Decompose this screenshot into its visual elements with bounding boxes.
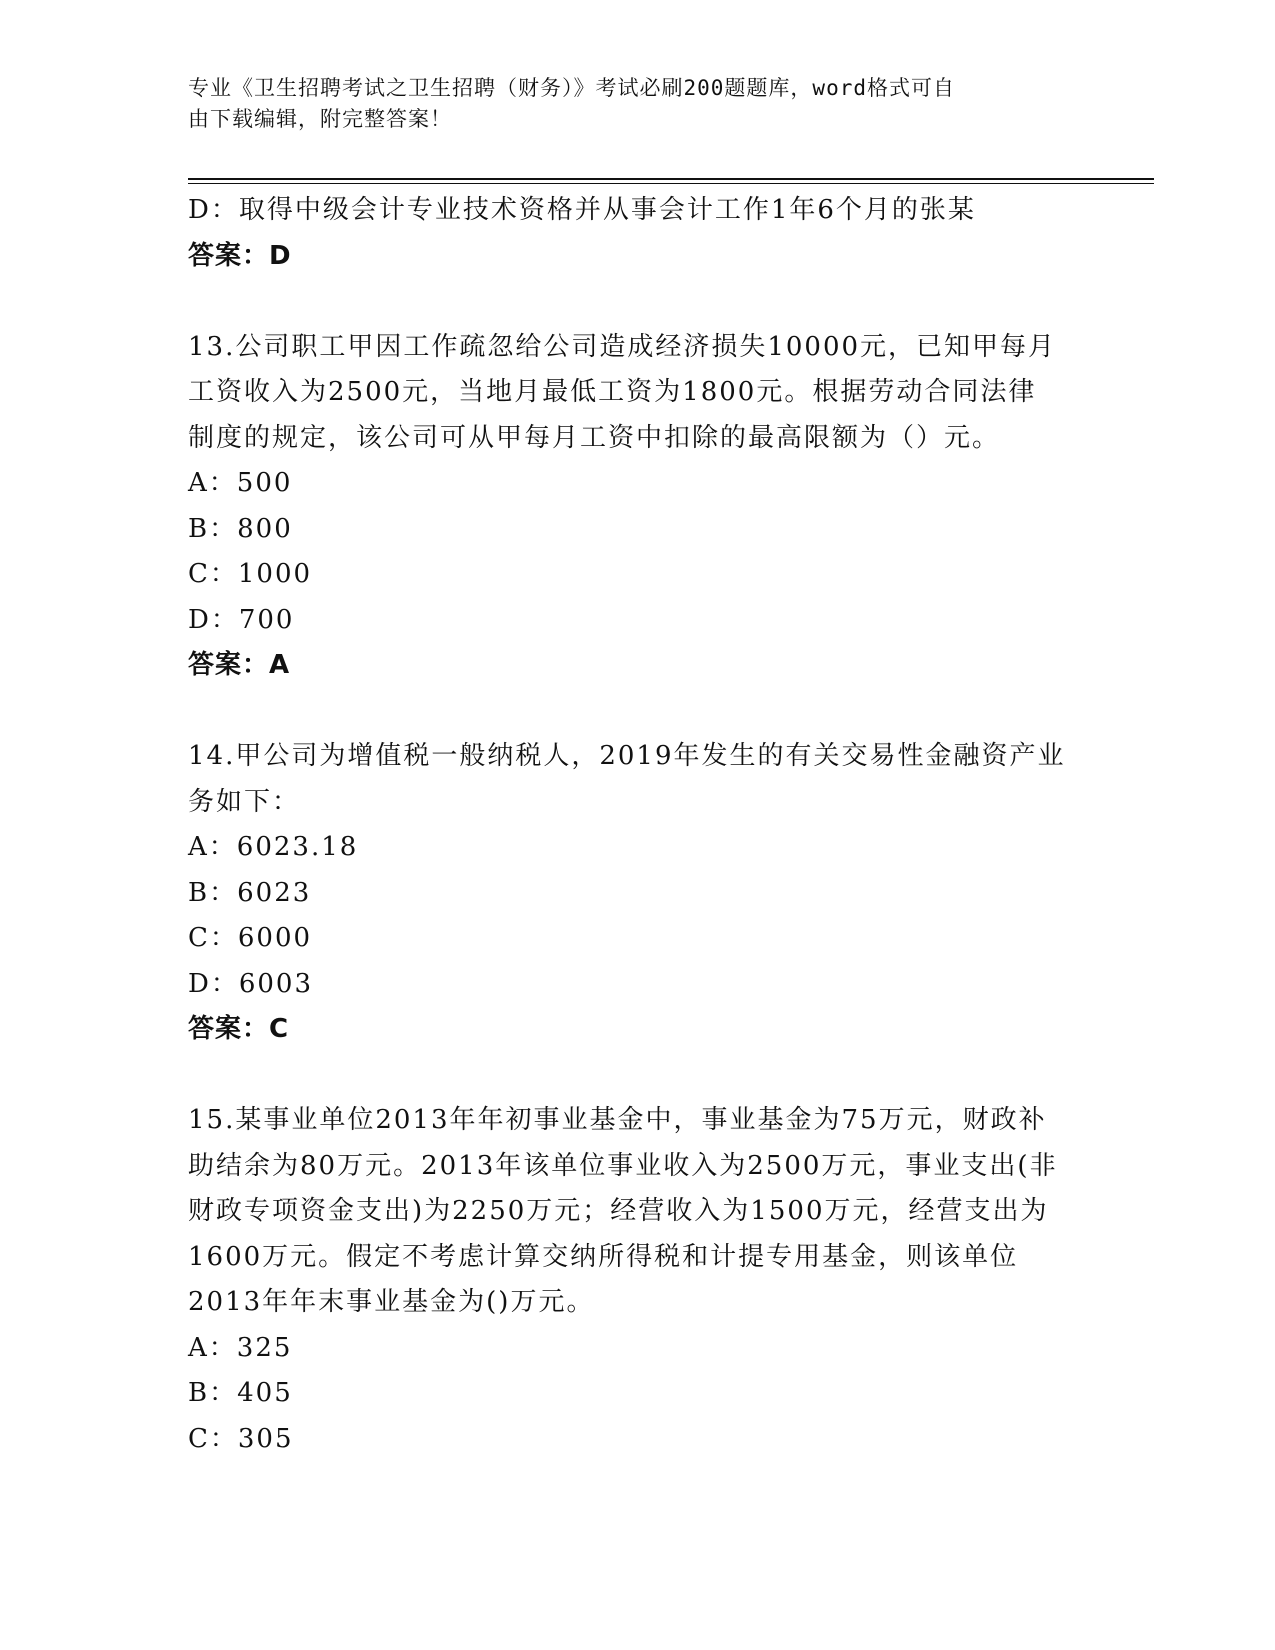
question-text-line: 1600万元。假定不考虑计算交纳所得税和计提专用基金，则该单位	[188, 1241, 1019, 1272]
question-14	[188, 734, 1088, 1053]
header-line-1: 专业《卫生招聘考试之卫生招聘（财务）》考试必刷200题题库，word格式可自	[188, 76, 955, 100]
option-d: D：700	[188, 604, 295, 635]
option-b: B：800	[188, 513, 293, 544]
page-header	[188, 73, 1068, 135]
question-text-line: 助结余为80万元。2013年该单位事业收入为2500万元，事业支出(非	[188, 1150, 1058, 1181]
question-text-line: 14.甲公司为增值税一般纳税人，2019年发生的有关交易性金融资产业	[188, 741, 1066, 771]
question-text-line: 制度的规定，该公司可从甲每月工资中扣除的最高限额为（）元。	[188, 422, 1001, 453]
option-a: A：500	[188, 468, 293, 498]
question-text-line: 工资收入为2500元，当地月最低工资为1800元。根据劳动合同法律	[188, 377, 1037, 407]
header-line-2: 由下载编辑，附完整答案！	[188, 107, 452, 131]
question-list	[188, 188, 1088, 1462]
question-text-line: 务如下：	[188, 786, 301, 817]
question-text-line: 15.某事业单位2013年年初事业基金中，事业基金为75万元，财政补	[188, 1105, 1047, 1135]
option-a: A：6023.18	[188, 832, 359, 862]
option-c: C：1000	[188, 559, 313, 589]
answer: 答案：D	[188, 240, 292, 271]
spacer	[188, 279, 1088, 325]
option-d: D：6003	[188, 968, 314, 999]
answer: 答案：C	[188, 1014, 290, 1044]
spacer	[188, 689, 1088, 735]
option-c: C：6000	[188, 923, 313, 953]
question-15	[188, 1098, 1088, 1462]
question-text-line: 13.公司职工甲因工作疏忽给公司造成经济损失10000元，已知甲每月	[188, 331, 1057, 362]
spacer	[188, 1053, 1088, 1099]
option-b: B：6023	[188, 877, 312, 908]
question-12-tail	[188, 188, 1088, 279]
question-13	[188, 325, 1088, 689]
question-text-line: 2013年年末事业基金为()万元。	[188, 1287, 595, 1317]
option-c: C：305	[188, 1423, 294, 1454]
answer: 答案：A	[188, 650, 291, 680]
option-b: B：405	[188, 1378, 293, 1408]
option-a: A：325	[188, 1332, 293, 1363]
option-d: D：取得中级会计专业技术资格并从事会计工作1年6个月的张某	[188, 195, 976, 225]
header-divider	[188, 178, 1154, 184]
question-text-line: 财政专项资金支出)为2250万元；经营收入为1500万元，经营支出为	[188, 1196, 1049, 1226]
